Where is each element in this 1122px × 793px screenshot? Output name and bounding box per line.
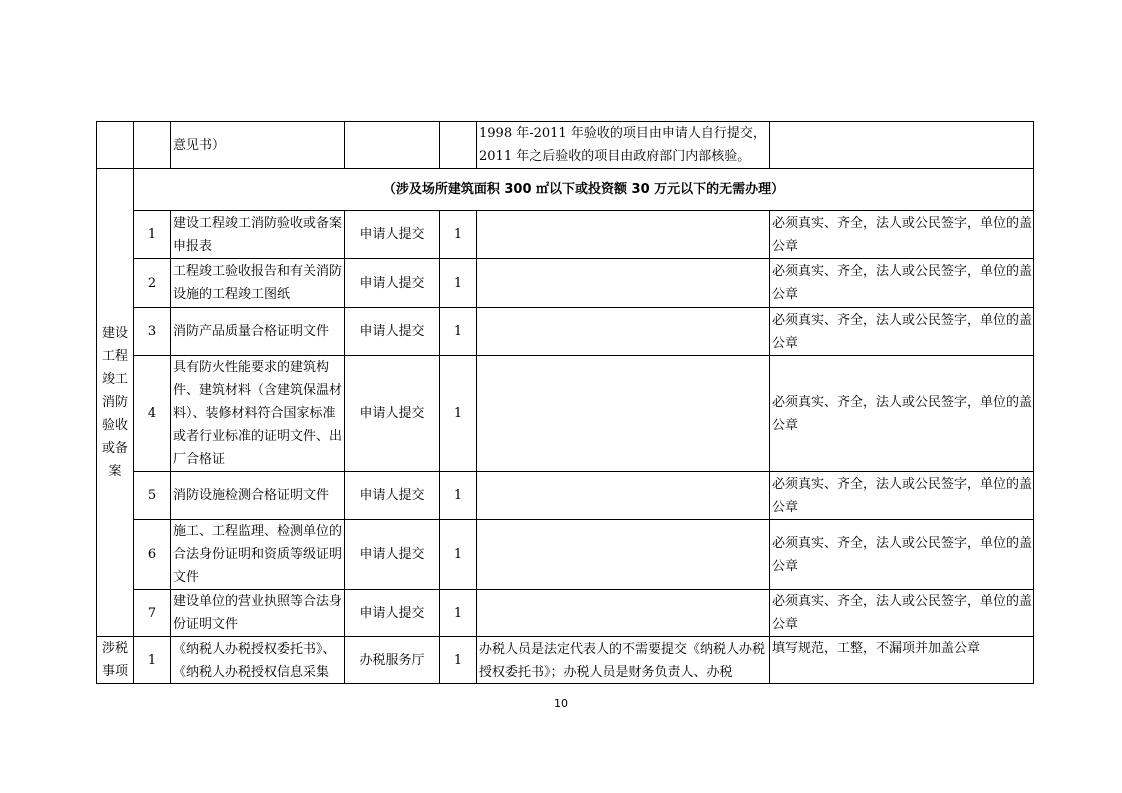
material-source: 申请人提交: [345, 259, 440, 308]
material-count: 1: [440, 308, 477, 356]
material-requirement: 填写规范，工整，不漏项并加盖公章: [770, 637, 1034, 684]
material-count: 1: [440, 211, 477, 259]
material-source: 办税服务厅: [345, 637, 440, 684]
table-row: [97, 211, 1034, 259]
material-notes: [477, 520, 770, 590]
material-requirement: 必须真实、齐全，法人或公民签字，单位的盖公章: [770, 308, 1034, 356]
row-number: 4: [134, 356, 171, 472]
material-name: 建设单位的营业执照等合法身份证明文件: [171, 590, 345, 637]
material-cell: 意见书）: [171, 122, 345, 169]
material-name: [171, 637, 345, 684]
table-row: [97, 590, 1034, 637]
source-cell-empty: [345, 122, 440, 169]
material-requirement: 必须真实、齐全，法人或公民签字，单位的盖公章: [770, 472, 1034, 520]
material-requirement: 必须真实、齐全，法人或公民签字，单位的盖公章: [770, 520, 1034, 590]
material-name: 消防产品质量合格证明文件: [171, 308, 345, 356]
material-name: 施工、工程监理、检测单位的合法身份证明和资质等级证明文件: [171, 520, 345, 590]
requirement-cell-empty: [770, 122, 1034, 169]
material-notes-text: 办税人员是法定代表人的不需要提交《纳税人办税授权委托书》；办税人员是财务负责人、办税: [479, 642, 766, 680]
material-source: 申请人提交: [345, 590, 440, 637]
category-cell: 建设工程竣工消防验收或备案: [97, 169, 134, 637]
material-name-text: 《纳税人办税授权委托书》、《纳税人办税授权信息采集: [173, 642, 336, 680]
row-number: 7: [134, 590, 171, 637]
table-row: [97, 520, 1034, 590]
count-cell-empty: [440, 122, 477, 169]
row-number: 6: [134, 520, 171, 590]
material-count: 1: [440, 637, 477, 684]
row-number: 1: [134, 637, 171, 684]
material-count: 1: [440, 259, 477, 308]
material-notes: [477, 590, 770, 637]
category-cell-empty: [97, 122, 134, 169]
notes-cell: 1998 年-2011 年验收的项目由申请人自行提交，2011 年之后验收的项目由政府部门内部核验。: [477, 122, 770, 169]
material-count: 1: [440, 520, 477, 590]
material-source: 申请人提交: [345, 520, 440, 590]
material-notes: [477, 637, 770, 684]
material-source: 申请人提交: [345, 308, 440, 356]
material-requirement: 必须真实、齐全，法人或公民签字，单位的盖公章: [770, 211, 1034, 259]
material-requirement: 必须真实、齐全，法人或公民签字，单位的盖公章: [770, 590, 1034, 637]
section-banner: （涉及场所建筑面积 300 ㎡以下或投资额 30 万元以下的无需办理）: [134, 169, 1034, 211]
material-requirement: 必须真实、齐全，法人或公民签字，单位的盖公章: [770, 259, 1034, 308]
row-number: 2: [134, 259, 171, 308]
page-number: 10: [554, 697, 568, 710]
material-source: 申请人提交: [345, 356, 440, 472]
number-cell-empty: [134, 122, 171, 169]
category-cell: 涉税事项: [97, 637, 134, 684]
table-row: [97, 259, 1034, 308]
material-count: 1: [440, 590, 477, 637]
material-notes: [477, 308, 770, 356]
row-number: 1: [134, 211, 171, 259]
row-number: 3: [134, 308, 171, 356]
table-row: [97, 308, 1034, 356]
material-source: 申请人提交: [345, 472, 440, 520]
material-notes: [477, 259, 770, 308]
materials-table: [96, 121, 1034, 684]
table-row: [97, 472, 1034, 520]
material-name: 消防设施检测合格证明文件: [171, 472, 345, 520]
material-notes: [477, 356, 770, 472]
material-name: 工程竣工验收报告和有关消防设施的工程竣工图纸: [171, 259, 345, 308]
row-number: 5: [134, 472, 171, 520]
table-row: [97, 122, 1034, 169]
material-count: 1: [440, 472, 477, 520]
material-requirement: 必须真实、齐全，法人或公民签字，单位的盖公章: [770, 356, 1034, 472]
material-source: 申请人提交: [345, 211, 440, 259]
material-count: 1: [440, 356, 477, 472]
material-notes: [477, 472, 770, 520]
table-row: [97, 169, 1034, 211]
table-row: [97, 356, 1034, 472]
material-notes: [477, 211, 770, 259]
material-name: 具有防火性能要求的建筑构件、建筑材料（含建筑保温材料）、装修材料符合国家标准或者行业标准的证明文件、出厂合格证: [171, 356, 345, 472]
material-name: 建设工程竣工消防验收或备案申报表: [171, 211, 345, 259]
table-row: [97, 637, 1034, 684]
